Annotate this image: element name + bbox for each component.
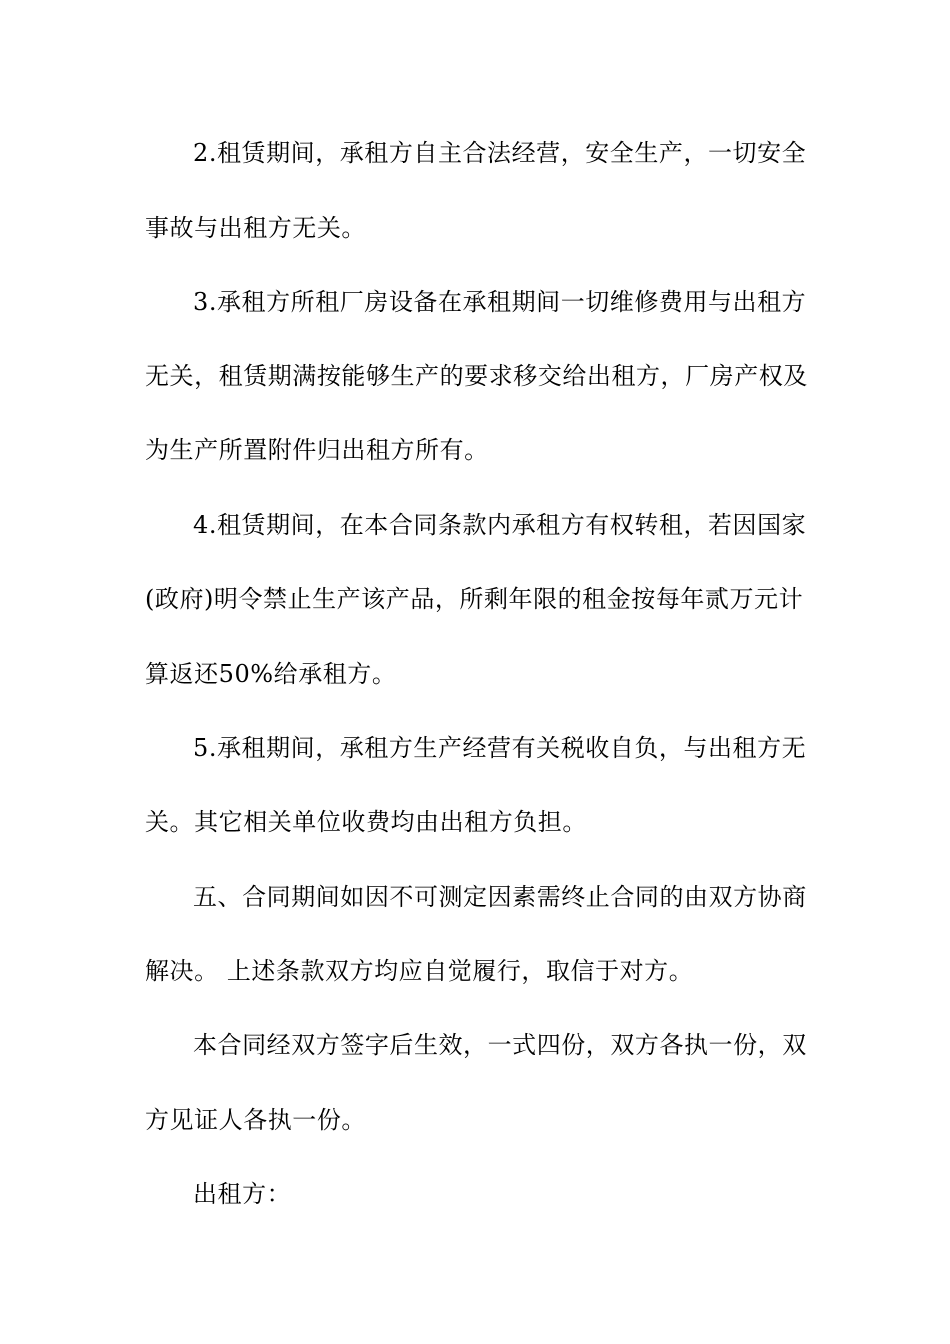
- clause-3-line-1: 3.承租方所租厂房设备在承租期间一切维修费用与出租方: [193, 288, 807, 316]
- lessor-signature-label: 出租方：: [193, 1180, 292, 1208]
- clause-2-line-1: 2.租赁期间，承租方自主合法经营，安全生产，一切安全: [193, 139, 807, 167]
- article-five-line-2: 解决。 上述条款双方均应自觉履行，取信于对方。: [145, 957, 694, 985]
- clause-3-line-3: 为生产所置附件归出租方所有。: [145, 436, 489, 464]
- effectiveness-line-2: 方见证人各执一份。: [145, 1106, 366, 1134]
- clause-4-line-2: (政府)明令禁止生产该产品，所剩年限的租金按每年贰万元计: [145, 585, 804, 613]
- clause-2-line-2: 事故与出租方无关。: [145, 214, 366, 242]
- clause-4-line-1: 4.租赁期间，在本合同条款内承租方有权转租，若因国家: [193, 511, 807, 539]
- clause-4-line-3: 算返还50%给承租方。: [145, 660, 397, 688]
- clause-5-line-2: 关。其它相关单位收费均由出租方负担。: [145, 808, 587, 836]
- effectiveness-line-1: 本合同经双方签字后生效，一式四份，双方各执一份，双: [193, 1031, 807, 1059]
- clause-5-line-1: 5.承租期间，承租方生产经营有关税收自负，与出租方无: [193, 734, 807, 762]
- article-five-line-1: 五、合同期间如因不可测定因素需终止合同的由双方协商: [193, 883, 807, 911]
- clause-3-line-2: 无关，租赁期满按能够生产的要求移交给出租方，厂房产权及: [145, 362, 808, 390]
